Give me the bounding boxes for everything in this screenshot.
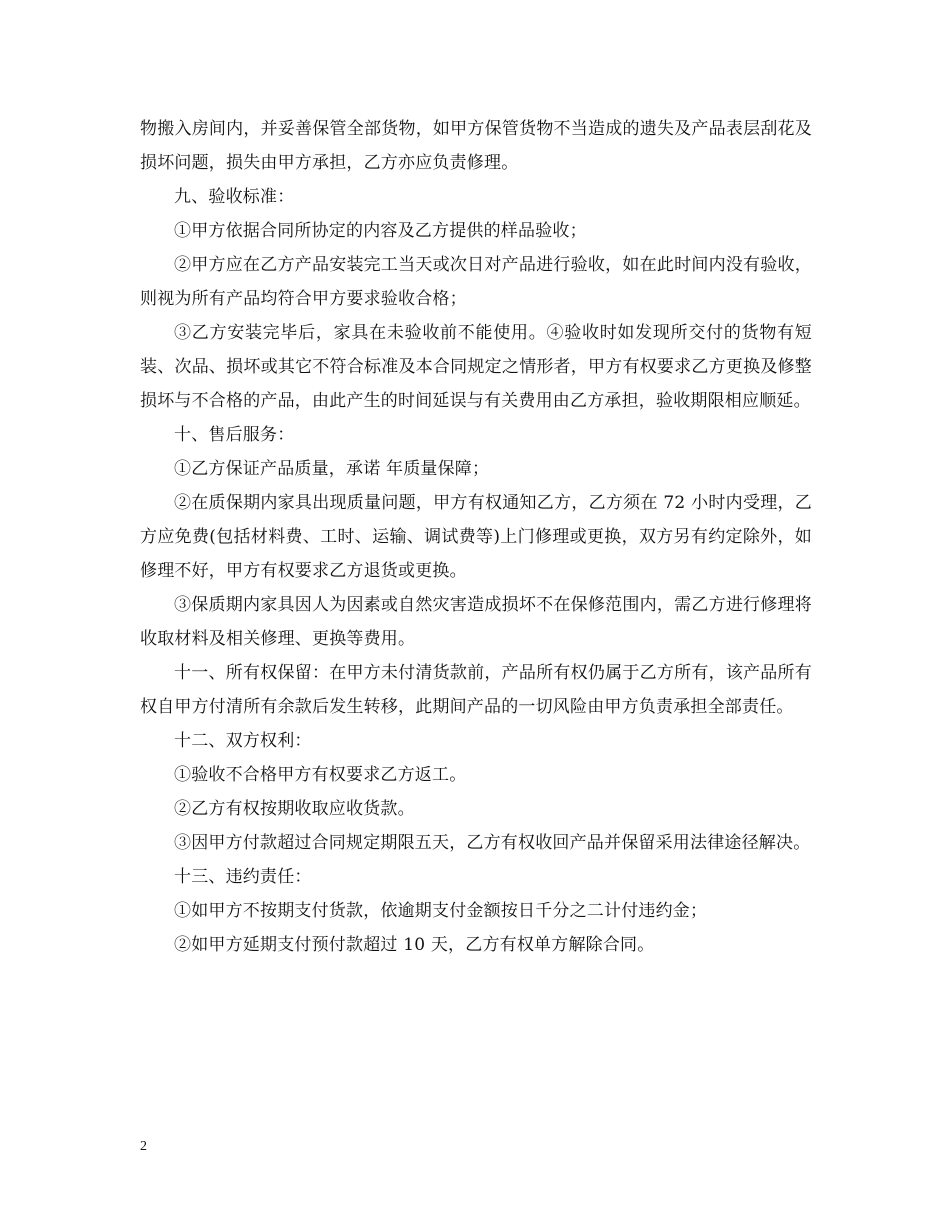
paragraph: ①乙方保证产品质量，承诺 年质量保障； (174, 459, 490, 479)
paragraph: ①甲方依据合同所协定的内容及乙方提供的样品验收； (174, 221, 587, 241)
paragraph: ①如甲方不按期支付货款，依逾期支付金额按日千分之二计付违约金； (174, 901, 708, 921)
document-body (140, 112, 812, 962)
paragraph: ③因甲方付款超过合同规定期限五天，乙方有权收回产品并保留采用法律途径解决。 (174, 833, 811, 853)
paragraph: ①验收不合格甲方有权要求乙方返工。 (174, 765, 467, 785)
section-heading-rights: 十二、双方权利： (174, 731, 312, 751)
paragraph: ③乙方安装完毕后，家具在未验收前不能使用。④验收时如发现所交付的货物有短装、次品、损坏或其它不符合标准及本合同规定之情形者，甲方有权要求乙方更换及修整损坏与不合格的产品，由此产生的时间延误与有关费用由乙方承担，验收期限相应顺延。 (140, 323, 812, 411)
paragraph: ③保质期内家具因人为因素或自然灾害造成损坏不在保修范围内，需乙方进行修理将收取材料及相关修理、更换等费用。 (140, 595, 812, 649)
section-heading-liability: 十三、违约责任： (174, 867, 312, 887)
section-heading-after-sales: 十、售后服务： (174, 425, 295, 445)
paragraph: ②在质保期内家具出现质量问题，甲方有权通知乙方，乙方须在 72 小时内受理，乙方应免费(包括材料费、工时、运输、调试费等)上门修理或更换，双方另有约定除外，如修理不好，甲方有权要求乙方退货或更换。 (140, 493, 812, 581)
paragraph: ②甲方应在乙方产品安装完工当天或次日对产品进行验收，如在此时间内没有验收，则视为所有产品均符合甲方要求验收合格； (140, 255, 812, 309)
paragraph: ②乙方有权按期收取应收货款。 (174, 799, 415, 819)
section-heading-ownership: 十一、所有权保留：在甲方未付清货款前，产品所有权仍属于乙方所有，该产品所有权自甲方付清所有余款后发生转移，此期间产品的一切风险由甲方负责承担全部责任。 (140, 663, 812, 717)
section-heading-acceptance: 九、验收标准： (174, 187, 295, 207)
page-number: 2 (140, 1139, 147, 1154)
paragraph: 物搬入房间内，并妥善保管全部货物，如甲方保管货物不当造成的遗失及产品表层刮花及损坏问题，损失由甲方承担，乙方亦应负责修理。 (140, 119, 812, 173)
paragraph: ②如甲方延期支付预付款超过 10 天，乙方有权单方解除合同。 (174, 935, 655, 955)
